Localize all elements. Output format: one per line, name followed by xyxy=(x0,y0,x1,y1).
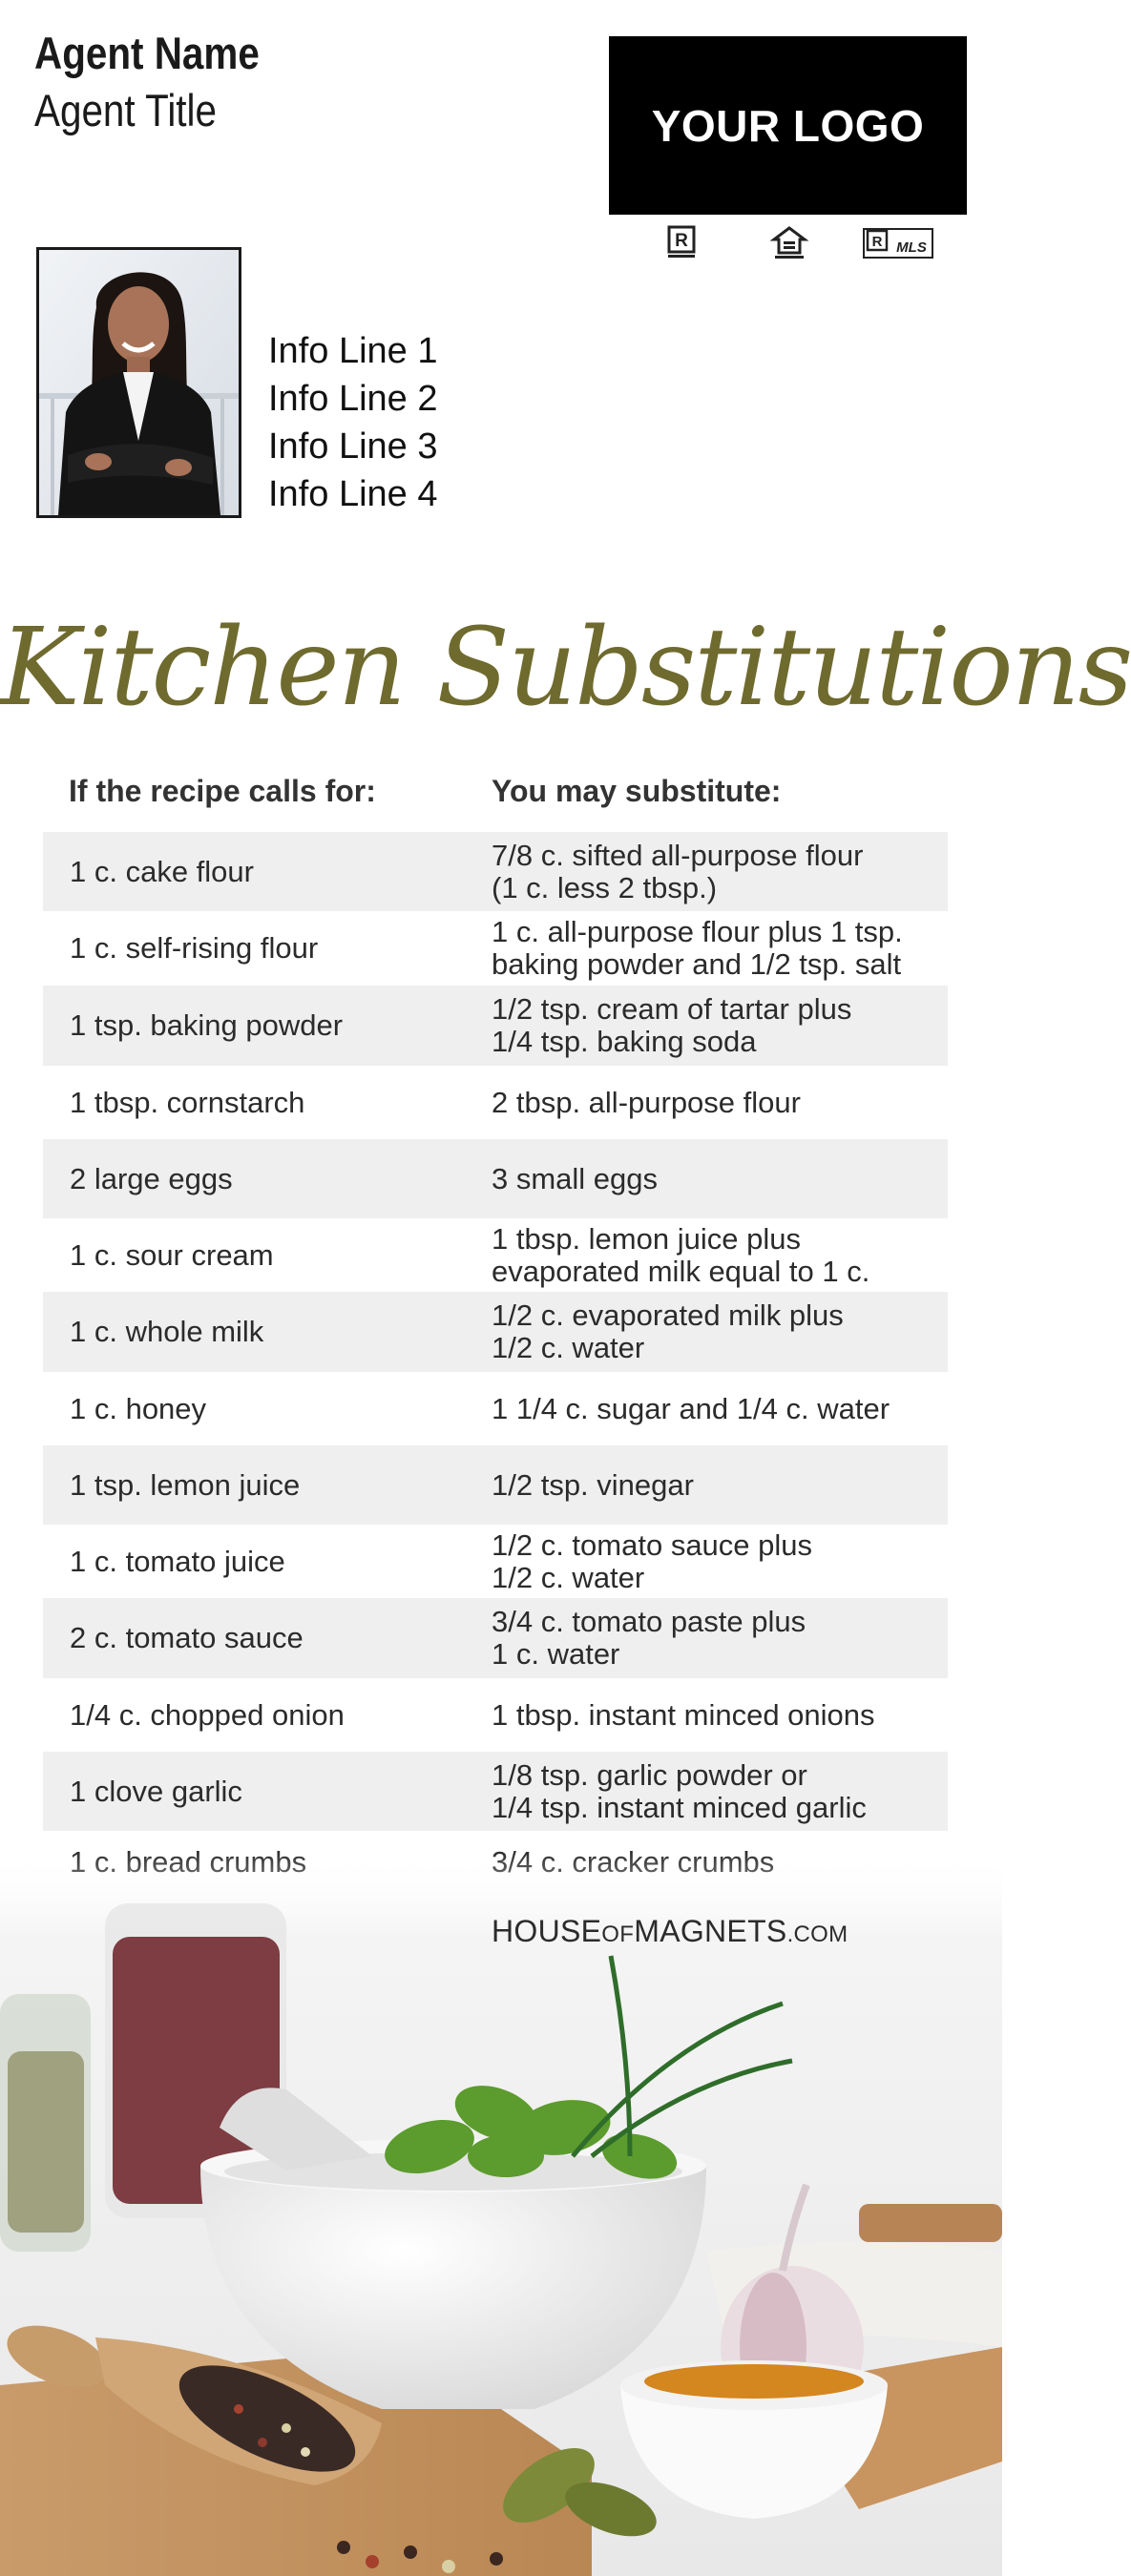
substitute-line: 1/2 c. water xyxy=(492,1560,645,1594)
substitute-line: 1 tbsp. lemon juice plus xyxy=(492,1221,801,1256)
recipe-item: 1 tsp. baking powder xyxy=(70,1008,344,1042)
recipe-item: 1 c. self-rising flour xyxy=(70,931,319,965)
recipe-item: 1 tsp. lemon juice xyxy=(70,1467,301,1502)
recipe-item: 1 c. sour cream xyxy=(70,1237,274,1272)
recipe-item: 1 c. whole milk xyxy=(70,1315,264,1348)
svg-text:MLS: MLS xyxy=(896,239,927,256)
table-row xyxy=(43,1372,948,1445)
table-row xyxy=(43,986,948,1066)
substitute-line: 1/2 tsp. vinegar xyxy=(492,1467,694,1502)
substitute-text xyxy=(492,1223,940,1288)
substitute-text xyxy=(492,1393,940,1425)
substitute-line: 1/2 c. tomato sauce plus xyxy=(492,1527,813,1562)
recipe-item: 1 c. honey xyxy=(70,1391,207,1425)
substitute-line: 1/8 tsp. garlic powder or xyxy=(492,1757,807,1792)
mls-icon xyxy=(862,225,934,261)
brand-wordmark xyxy=(492,1914,848,1949)
recipe-item: 1 c. cake flour xyxy=(70,854,254,888)
table-row xyxy=(43,1752,948,1831)
table-row xyxy=(43,1066,948,1139)
table-row xyxy=(43,832,948,911)
substitute-line: 2 tbsp. all-purpose flour xyxy=(492,1085,801,1119)
info-line: Info Line 2 xyxy=(268,379,438,419)
substitute-line: baking powder and 1/2 tsp. salt xyxy=(492,947,902,981)
substitute-text xyxy=(492,1469,940,1502)
realtor-icon xyxy=(664,225,699,261)
substitute-line: 3/4 c. tomato paste plus xyxy=(492,1605,806,1638)
substitute-text xyxy=(492,1087,940,1119)
substitute-text xyxy=(492,916,940,981)
info-lines xyxy=(268,327,437,518)
substitute-line: 1 tbsp. instant minced onions xyxy=(492,1697,875,1732)
brand-part: MAGNETS xyxy=(634,1914,787,1948)
svg-text:R: R xyxy=(675,231,688,251)
substitute-text xyxy=(492,1606,940,1671)
agent-photo xyxy=(36,247,241,518)
substitution-table xyxy=(43,832,948,1894)
table-row xyxy=(43,1678,948,1752)
table-row xyxy=(43,1598,948,1678)
recipe-item: 2 c. tomato sauce xyxy=(70,1621,304,1654)
substitute-text xyxy=(492,1699,940,1732)
substitute-line: 1/2 tsp. cream of tartar plus xyxy=(492,992,852,1026)
substitute-text xyxy=(492,1299,940,1364)
substitute-line: evaporated milk equal to 1 c. xyxy=(492,1254,870,1288)
table-row xyxy=(43,1218,948,1292)
recipe-item: 1/4 c. chopped onion xyxy=(70,1697,345,1732)
brand-part: HOUSE xyxy=(492,1914,602,1948)
substitute-line: 1/2 c. water xyxy=(492,1331,645,1364)
substitute-line: 7/8 c. sifted all-purpose flour xyxy=(492,838,864,872)
agent-block xyxy=(34,25,296,139)
brand-part: OF xyxy=(601,1922,635,1947)
substitute-line: 1 c. all-purpose flour plus 1 tsp. xyxy=(492,915,903,948)
substitute-text xyxy=(492,1759,940,1824)
recipe-item: 2 large eggs xyxy=(70,1161,233,1195)
info-line: Info Line 1 xyxy=(268,331,438,371)
table-row xyxy=(43,1292,948,1372)
substitute-text xyxy=(492,840,940,904)
column-header-substitute: You may substitute: xyxy=(492,774,782,808)
column-header-recipe: If the recipe calls for: xyxy=(69,774,376,808)
brand-part: .COM xyxy=(786,1922,848,1947)
substitute-line: (1 c. less 2 tbsp.) xyxy=(492,870,718,904)
table-row xyxy=(43,1525,948,1598)
table-row xyxy=(43,1445,948,1525)
svg-text:R: R xyxy=(871,234,883,250)
substitute-line: 1 1/4 c. sugar and 1/4 c. water xyxy=(492,1391,890,1425)
logo-placeholder xyxy=(609,36,967,215)
recipe-item: 1 clove garlic xyxy=(70,1774,242,1808)
info-line: Info Line 3 xyxy=(268,426,438,467)
substitute-line: 1/4 tsp. instant minced garlic xyxy=(492,1790,867,1824)
substitute-line: 3 small eggs xyxy=(492,1161,659,1195)
substitute-line: 1/2 c. evaporated milk plus xyxy=(492,1298,844,1332)
agent-portrait-image xyxy=(39,250,239,515)
agent-name: Agent Name xyxy=(34,28,260,78)
substitute-text xyxy=(492,1529,940,1594)
substitute-text xyxy=(492,993,940,1058)
page-title: Kitchen Substitutions xyxy=(0,606,1131,730)
agent-title: Agent Title xyxy=(34,85,218,135)
substitute-line: 1 c. water xyxy=(492,1637,620,1671)
table-row xyxy=(43,1139,948,1218)
recipe-item: 1 c. tomato juice xyxy=(70,1544,285,1578)
recipe-item: 1 tbsp. cornstarch xyxy=(70,1085,305,1119)
substitute-line: 1/4 tsp. baking soda xyxy=(492,1025,757,1058)
substitute-text xyxy=(492,1163,940,1195)
table-row xyxy=(43,911,948,986)
info-line: Info Line 4 xyxy=(268,474,438,514)
logo-text: YOUR LOGO xyxy=(651,100,925,151)
kitchen-herbs-image xyxy=(0,1851,1002,2576)
equal-housing-icon xyxy=(771,225,807,261)
